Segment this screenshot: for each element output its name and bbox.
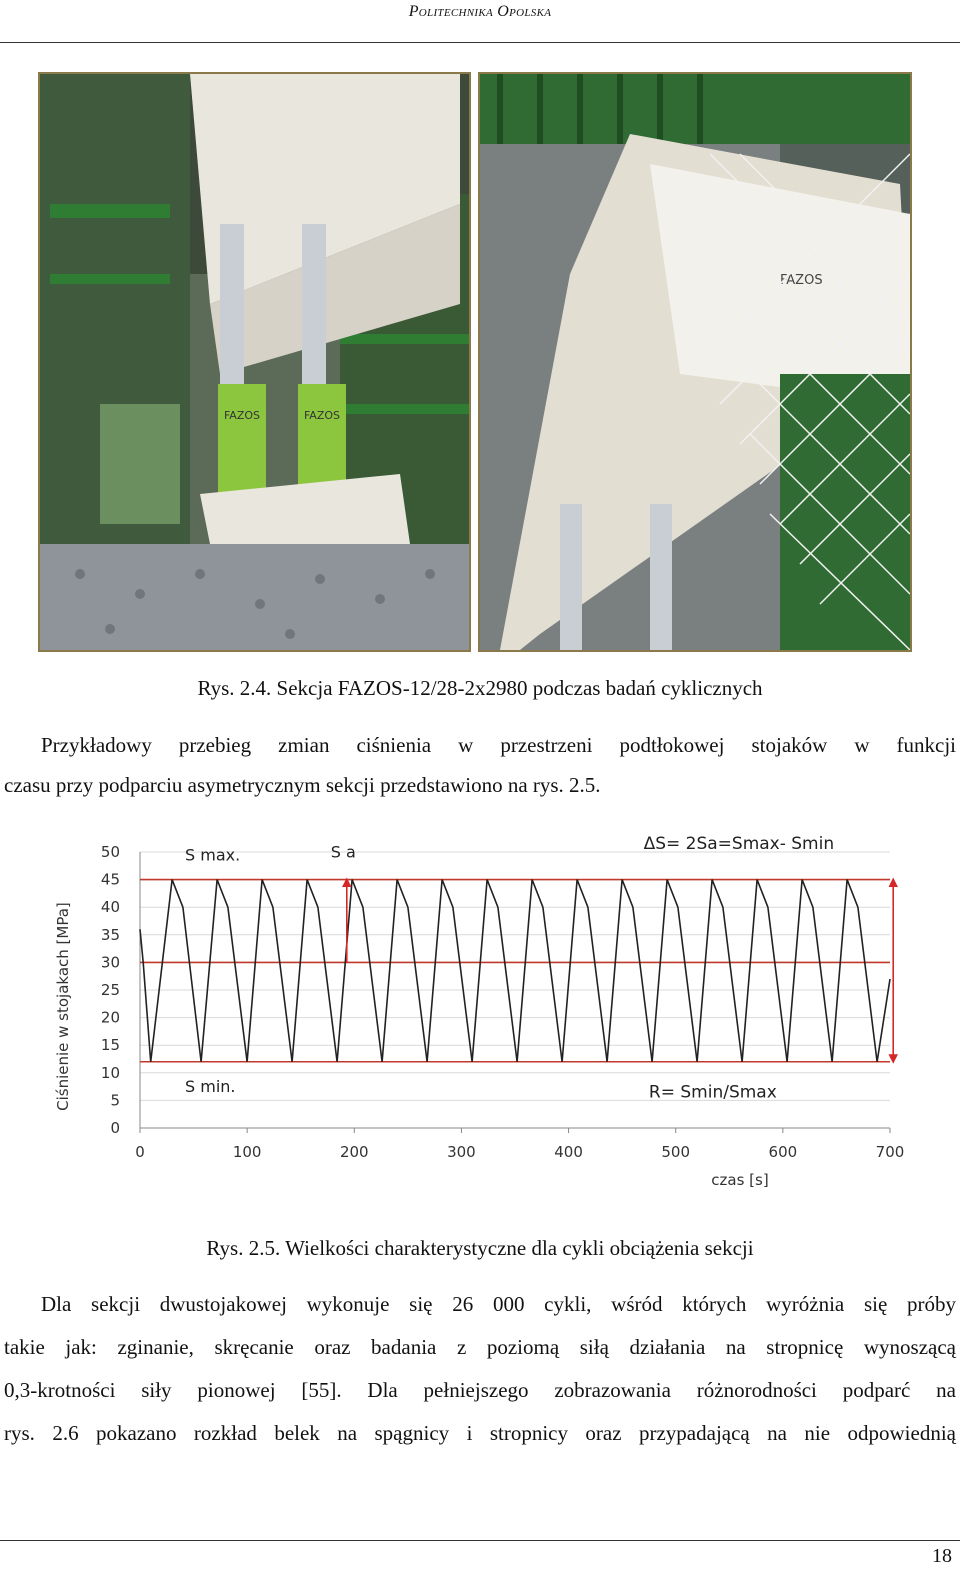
- paragraph-line: 0,3-krotności siły pionowej [55]. Dla pełniejszego zobrazowania różnorodności podparć na: [4, 1378, 956, 1402]
- fazos-logo-right: FAZOS: [780, 273, 823, 288]
- paragraph-intro: [4, 725, 956, 805]
- y-tick-label: 50: [100, 843, 120, 861]
- x-tick-label: 200: [339, 1143, 369, 1161]
- x-axis-label: czas [s]: [711, 1171, 769, 1189]
- annotation-s-min: S min.: [185, 1077, 236, 1097]
- header-title-text: Politechnika Opolska: [408, 3, 552, 20]
- figure-caption-2-5-text: Rys. 2.5. Wielkości charakterystyczne dla cykli obciążenia sekcji: [206, 1236, 754, 1260]
- y-tick-label: 25: [100, 981, 120, 999]
- pressure-chart: [40, 830, 930, 1210]
- x-tick-label: 300: [447, 1143, 476, 1161]
- y-tick-label: 15: [100, 1036, 120, 1055]
- header-title: [0, 3, 960, 21]
- x-tick-label: 500: [661, 1143, 691, 1161]
- annotation-delta-formula: ΔS= 2Sa=Smax- Smin: [643, 834, 835, 855]
- photo-section-front: [38, 72, 471, 652]
- photo-section-canopy: [478, 72, 912, 652]
- annotation-s-a: S a: [330, 842, 356, 862]
- y-tick-label: 5: [110, 1091, 120, 1110]
- figure-caption-2-5: [0, 1236, 960, 1261]
- header-rule: [0, 42, 960, 43]
- fazos-logo-left: FAZOS: [223, 409, 261, 422]
- y-tick-label: 30: [100, 953, 120, 972]
- page-number: 18: [932, 1545, 952, 1567]
- paragraph-line: takie jak: zginanie, skręcanie oraz badania z poziomą siłą działania na stropnicę wynoszącą: [4, 1335, 956, 1359]
- fazos-logo-left-2: FAZOS: [303, 409, 341, 422]
- y-axis-label: Ciśnienie w stojakach [MPa]: [54, 902, 72, 1111]
- y-tick-label: 40: [100, 898, 120, 917]
- page-header: [0, 0, 960, 44]
- footer-rule: [0, 1540, 960, 1541]
- paragraph-line: Przykładowy przebieg zmian ciśnienia w przestrzeni podtłokowej stojaków w funkcji: [41, 733, 956, 757]
- y-tick-label: 10: [100, 1063, 120, 1082]
- x-tick-label: 0: [135, 1143, 145, 1161]
- figure-caption-2-4-text: Rys. 2.4. Sekcja FAZOS-12/28-2x2980 podczas badań cyklicznych: [197, 676, 763, 700]
- x-tick-label: 100: [232, 1143, 262, 1161]
- x-tick-label: 400: [554, 1143, 583, 1161]
- y-tick-label: 0: [110, 1119, 120, 1137]
- figure-caption-2-4: [0, 676, 960, 701]
- paragraph-line: Dla sekcji dwustojakowej wykonuje się 26 000 cykli, wśród których wyróżnia się próby: [41, 1292, 956, 1316]
- paragraph-line: rys. 2.6 pokazano rozkład belek na spągnicy i stropnicy oraz przypadającą na nie odpowiednią: [4, 1421, 956, 1445]
- pressure-chart-svg: [40, 830, 930, 1210]
- y-tick-label: 45: [100, 870, 120, 889]
- y-tick-label: 35: [100, 925, 120, 944]
- annotation-s-max: S max.: [185, 845, 241, 865]
- x-tick-label: 600: [768, 1143, 798, 1161]
- y-tick-label: 20: [100, 1008, 120, 1027]
- annotation-ratio-formula: R= Smin/Smax: [648, 1082, 777, 1103]
- x-tick-label: 700: [875, 1143, 905, 1161]
- paragraph-line: czasu przy podparciu asymetrycznym sekcji przedstawiono na rys. 2.5.: [4, 773, 601, 797]
- paragraph-cycles: [4, 1283, 956, 1455]
